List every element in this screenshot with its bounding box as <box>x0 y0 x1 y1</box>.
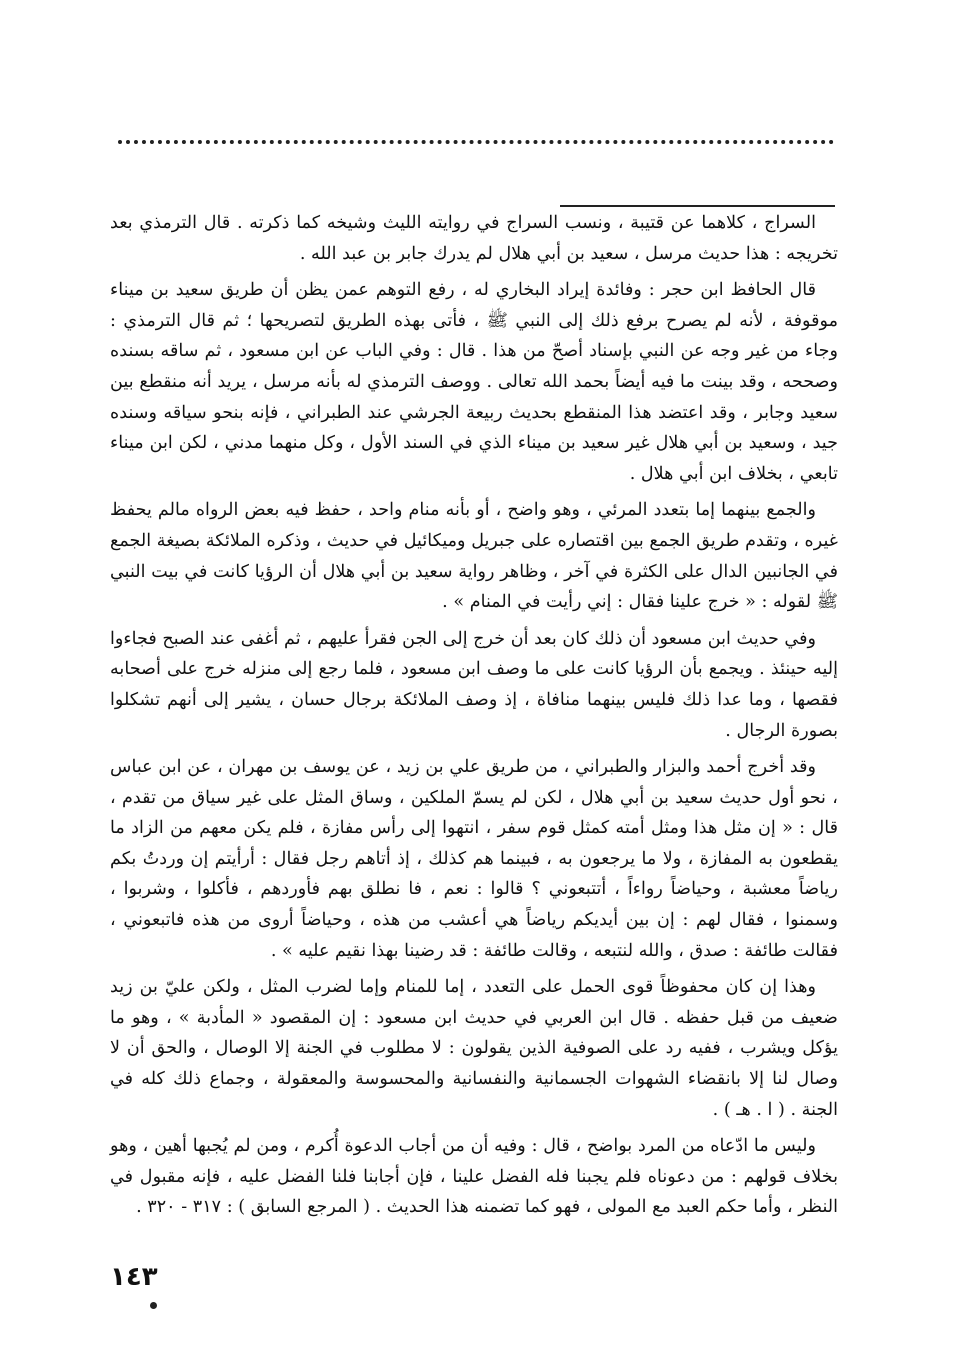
paragraph-3: والجمع بينهما إما بتعدد المرئي ، وهو واضح ، أو بأنه منام واحد ، حفظ فيه بعض الرواه مالم يحفظ غيره ، وتقدم طريق الجمع بين اقتصاره على جبريل وميكائيل في حديث ، وذكره الملائكة بصيغة الجمع في الجانبين الدال على الكثرة في آخر ، وظاهر رواية سعيد بن أبي هلال أن الرؤيا كانت في بيت النبي ﷺ لقوله : « خرج علينا فقال : إني رأيت في المنام » . <box>110 500 838 613</box>
paragraph-5: وقد أخرج أحمد والبزار والطبراني ، من طريق علي بن زيد ، عن يوسف بن مهران ، عن ابن عباس ، نحو أول حديث سعيد بن أبي هلال ، لكن لم يسمّ الملكين ، وساق المثل على غير سياق من تقدم ، قال : « إن مثل هذا ومثل أمته كمثل قوم سفر ، انتهوا إلى رأس مفازة ، فلم يكن معهم من الزاد ما يقطعون به المفازة ، ولا ما يرجعون به ، فبينما هم كذلك ، إذ أتاهم رجل فقال : أرأيتم إن وردتُ بكم رياضاً معشبة ، وحياضاً رواءاً ، أتتبعوني ؟ قالوا : نعم ، فا نطلق بهم فأوردهم ، فأكلوا ، وشربوا ، وسمنوا ، فقال لهم : إن بين أيديكم رياضاً هي أعشب من هذه ، وحياضاً أروى من هذه فاتبعوني ، فقالت طائفة : صدق ، والله لنتبعه ، وقالت طائفة : قد رضينا بهذا نقيم عليه » . <box>110 757 838 961</box>
page-number: ١٤٣ <box>110 1262 158 1292</box>
paragraph-4: وفي حديث ابن مسعود أن ذلك كان بعد أن خرج إلى الجن فقرأ عليهم ، ثم أغفى عند الصبح فجاءوا إليه حينئذ . ويجمع بأن الرؤيا كانت على ما وصف ابن مسعود ، فلما رجع إلى منزله خرج على أصحابه فقصها ، وما عدا ذلك فليس بينهما منافاة ، إذ وصف الملائكة برجال حسان ، يشير إلى أنهم تشكلوا بصورة الرجال . <box>110 628 838 741</box>
section-divider <box>560 205 835 207</box>
paragraph-7: وليس ما ادّعاه من المرد بواضح ، قال : وفيه أن من أجاب الدعوة أُكرم ، ومن لم يُجبها أهين ، وهو بخلاف قولهم : من دعوناه فلم يجبنا فله الفضل علينا ، فإن أجابنا فلنا الفضل عليه ، فإنه مقبول في النظر ، وأما حكم العبد مع المولى ، فهو كما تضمنه هذا الحديث . ( المرجع السابق ) : ٣١٧ - ٣٢٠ . <box>110 1136 838 1218</box>
paragraph-2: قال الحافظ ابن حجر : وفائدة إيراد البخاري له ، رفع التوهم عمن يظن أن طريق سعيد بن ميناء موقوفة ، لأنه لم يصرح برفع ذلك إلى النبي ﷺ ، فأتى بهذه الطريق لتصريحها ؛ ثم قال الترمذي : وجاء من غير وجه عن النبي بإسناد أصحّ من هذا . قال : وفي الباب عن ابن مسعود ، ثم ساقه بسنده وصححه ، وقد بينت ما فيه أيضاً بحمد الله تعالى . ووصف الترمذي له بأنه مرسل ، يريد أنه منقطع بين سعيد وجابر ، وقد اعتضد هذا المنقطع بحديث ربيعة الجرشي عند الطبراني ، فإنه بنحو سياقه وسنده جيد ، وسعيد بن أبي هلال غير سعيد بن ميناء الذي في السند الأول ، وكل منهما مدني ، لكن ابن ميناء تابعي ، بخلاف ابن أبي هلال . <box>110 280 838 484</box>
paragraph-6: وهذا إن كان محفوظاً قوى الحمل على التعدد ، إما للمنام وإما لضرب المثل ، ولكن عليّ بن زيد ضعيف من قبل حفظه . قال ابن العربي في حديث ابن مسعود : إن المقصود « المأدبة » ، وهو ما يؤكل ويشرب ، ففيه رد على الصوفية الذين يقولون : لا مطلوب في الجنة إلا الوصال ، والحق أن لا وصال لنا إلا بانقضاء الشهوات الجسمانية والنفسانية والمحسوسة والمعقولة ، وجماع ذلك كله في الجنة . ( ا . هـ ) . <box>110 977 838 1120</box>
paragraph-1: السراج ، كلاهما عن قتيبة ، ونسب السراج في روايته الليث وشيخه كما ذكرته . قال الترمذي بعد تخريجه : هذا حديث مرسل ، سعيد بن أبي هلال لم يدرك جابر بن عبد الله . <box>110 213 838 264</box>
page-body <box>110 208 838 1229</box>
bottom-dot-mark <box>150 1302 157 1309</box>
header-dotted-rule <box>118 140 834 144</box>
